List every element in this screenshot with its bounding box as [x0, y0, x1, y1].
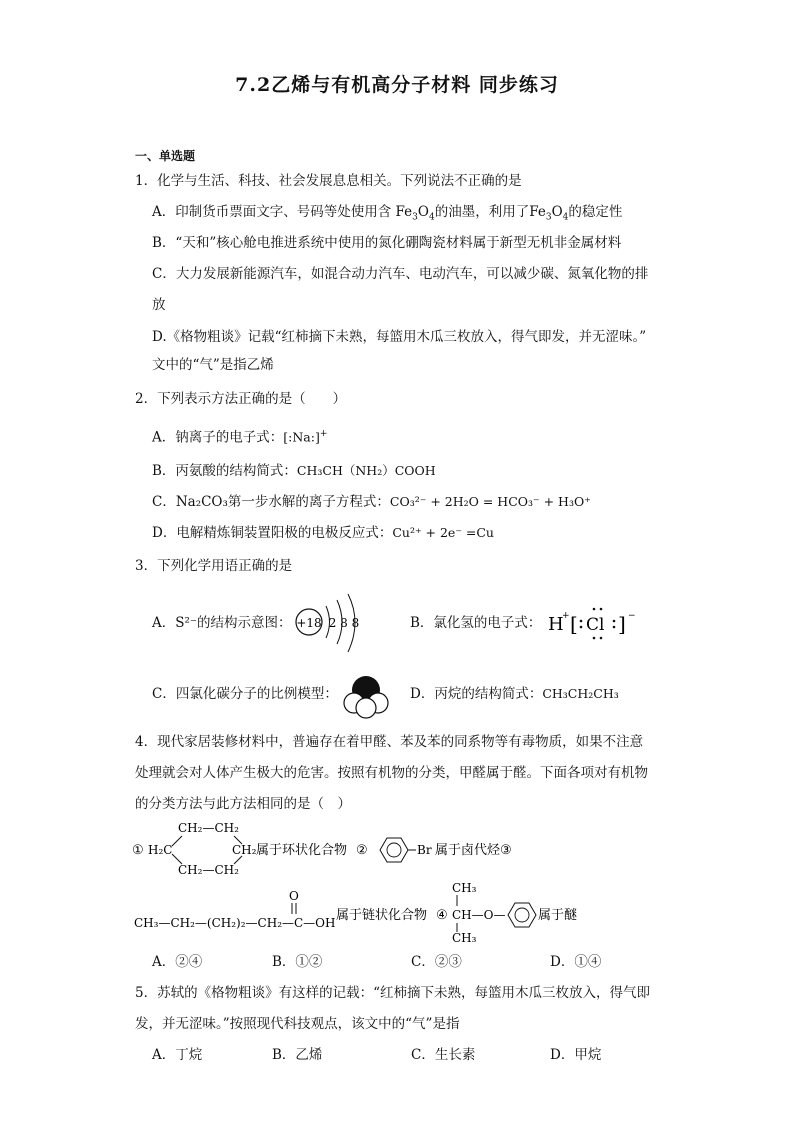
item-1-right-group: CH₂: [232, 843, 257, 857]
q2-d-formula: Cu²⁺ + 2e⁻ =Cu: [392, 525, 494, 540]
item-3-text: 属于链状化合物: [336, 908, 428, 923]
question-1-option-d-line-2: 文中的“气”是指乙烯: [152, 357, 274, 373]
question-2-option-c: [152, 493, 591, 511]
q3-d-label: D．丙烷的结构简式：: [410, 686, 543, 702]
q1-a-text-4: 的稳定性: [568, 204, 623, 220]
question-2-option-d: [152, 524, 494, 542]
question-5-stem-line-1: 5．苏轼的《格物粗谈》有这样的记载：“红柿摘下未熟，每篮用木瓜三枚放入，得气即: [135, 985, 650, 1001]
item-4-text: 属于醚: [538, 908, 578, 923]
question-4-option-b: B．①②: [272, 954, 323, 970]
item-3-carbonyl-oxygen: O: [289, 889, 299, 903]
section-heading: 一、单选题: [135, 149, 196, 163]
item-4-ether-link: CH—O—: [452, 908, 506, 922]
question-1-option-a: A．印制货币票面文字、号码等处使用含 $Fe_3O_4$的油墨，利用了$Fe_3O_4$的稳定性: [152, 204, 623, 223]
page-title: 7.2乙烯与有机高分子材料 同步练习: [235, 74, 559, 96]
question-1-option-c-line-1: C．大力发展新能源汽车，如混合动力汽车、电动汽车，可以减少碳、氮氧化物的排: [152, 266, 649, 282]
item-4-number: ④: [436, 908, 448, 923]
q2-a-label: A．钠离子的电子式：: [152, 429, 284, 446]
question-3-option-c-label: C．四氯化碳分子的比例模型：: [152, 686, 338, 702]
question-4-stem-line-3: 的分类方法与此方法相同的是（ ）: [135, 796, 351, 812]
item-1-left-group: H₂C: [148, 843, 173, 857]
ccl4-space-filling-model: [342, 674, 390, 720]
question-1-stem: 1．化学与生活、科技、社会发展息息相关。下列说法不正确的是: [135, 173, 522, 189]
question-1-option-b: B．“天和”核心舱电推进系统中使用的氮化硼陶瓷材料属于新型无机非金属材料: [152, 235, 622, 251]
q3-d-formula: CH₃CH₂CH₃: [542, 686, 619, 701]
item-4-methyl-bottom: CH₃: [452, 931, 477, 944]
question-3-option-b-label: B．氯化氢的电子式：: [410, 615, 542, 631]
question-2-stem: 2．下列表示方法正确的是（ ）: [135, 391, 347, 407]
question-5-option-c: C．生长素: [411, 1047, 476, 1063]
q2-b-label: B．丙氨酸的结构简式：: [152, 463, 297, 479]
question-4-stem-line-2: 处理就会对人体产生极大的危害。按照有机物的分类，甲醛属于醛。下面各项对有机物: [135, 765, 648, 781]
question-3-option-a-label: A．S²⁻的结构示意图：: [152, 615, 292, 631]
item-4-methyl-top: CH₃: [452, 881, 477, 895]
item-1-number: ①: [132, 843, 144, 858]
question-2-option-a: A．钠离子的电子式：[:Na:]+: [152, 429, 328, 446]
sulfide-ion-structure-diagram: [292, 592, 372, 656]
question-5-option-a: A．丁烷: [152, 1047, 203, 1063]
q2-a-formula: [:Na:]: [283, 429, 320, 445]
nucleus-charge: +18: [296, 616, 322, 630]
question-3-option-d: [410, 685, 619, 703]
q1-a-text-3: 的油墨，利用了Fe: [434, 204, 546, 220]
q1-a-text-1: A．印制货币票面文字、号码等处使用含 Fe: [152, 204, 413, 220]
q2-c-label: C．Na₂CO₃第一步水解的离子方程式：: [152, 494, 390, 510]
question-2-option-b: [152, 462, 436, 480]
question-5-stem-line-2: 发，并无涩味。”按照现代科技观点，该文中的“气”是指: [135, 1016, 460, 1032]
question-4-option-d: D．①④: [550, 954, 602, 970]
hcl-electron-formula: [548, 600, 643, 644]
question-3-stem: 3．下列化学用语正确的是: [135, 558, 293, 574]
svg-text:+: +: [562, 611, 570, 621]
item-2-number: ②: [356, 843, 368, 858]
q4-structures-row-1: [132, 816, 532, 878]
hcl-h-symbol: H: [548, 614, 564, 635]
item-1-top-group: CH₂—CH₂: [178, 821, 239, 835]
q1-a-text-2: O: [417, 204, 429, 220]
q2-d-label: D．电解精炼铜装置阳极的电极反应式：: [152, 525, 393, 541]
item-3-formula: CH₃—CH₂—(CH₂)₂—CH₂—C—OH: [134, 916, 336, 930]
q4-structures-row-2: [132, 878, 592, 944]
q2-c-formula: CO₃²⁻ + 2H₂O = HCO₃⁻ + H₃O⁺: [389, 494, 591, 509]
q2-b-formula: CH₃CH（NH₂）COOH: [296, 463, 436, 478]
item-2-text: 属于卤代烃: [435, 843, 501, 858]
svg-text:[: [: [570, 612, 578, 636]
item-1-bottom-group: CH₂—CH₂: [178, 863, 239, 877]
question-1-option-d-line-1: D.《格物粗谈》记载“红柿摘下未熟，每篮用木瓜三枚放入，得气即发，并无涩味。”: [152, 329, 647, 345]
item-1-text: 属于环状化合物: [256, 843, 348, 858]
hcl-cl-symbol: Cl: [586, 615, 605, 635]
question-4-stem-line-1: 4．现代家居装修材料中，普遍存在着甲醛、苯及苯的同系物等有毒物质，如果不注意: [135, 734, 644, 750]
question-1-option-c-line-2: 放: [152, 297, 166, 313]
question-4-option-c: C．②③: [411, 954, 462, 970]
svg-text:]: ]: [618, 612, 626, 636]
question-5-option-d: D．甲烷: [550, 1047, 602, 1063]
item-3-number: ③: [500, 843, 512, 858]
svg-text:−: −: [628, 611, 636, 621]
electron-shells: 2 8 8: [328, 616, 360, 630]
question-4-option-a: A．②④: [152, 954, 203, 970]
question-5-option-b: B．乙烯: [272, 1047, 323, 1063]
item-2-bromine: Br: [417, 843, 432, 857]
